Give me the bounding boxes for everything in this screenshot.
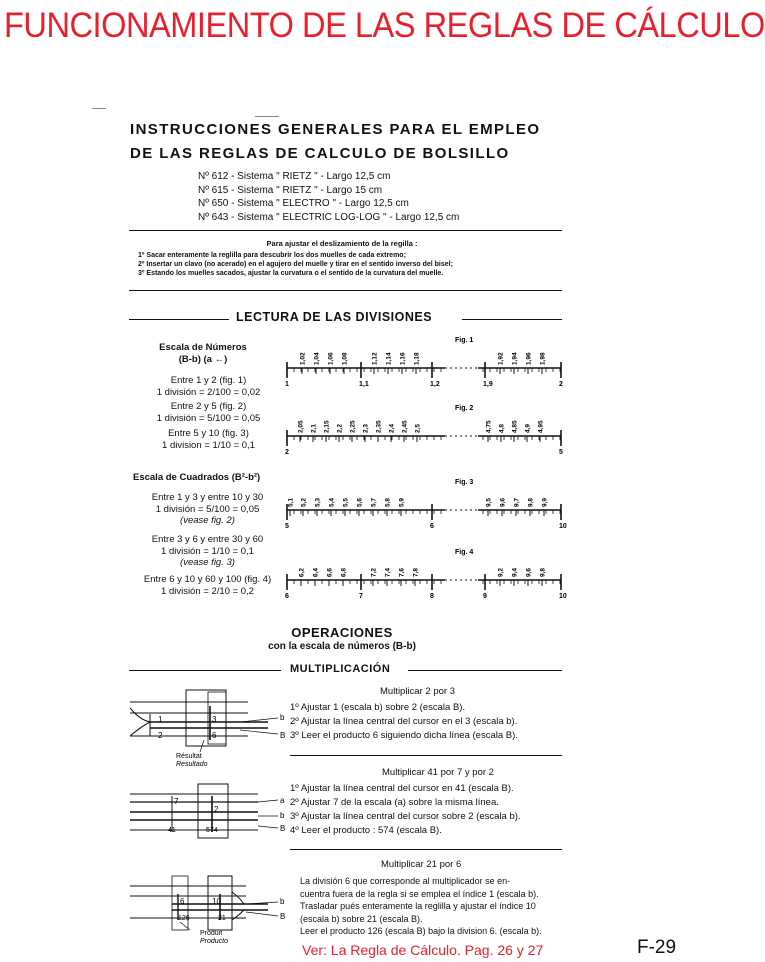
divider — [290, 849, 562, 850]
tick-label: 9,4 — [511, 567, 519, 577]
diagram-label: 7 — [174, 797, 179, 806]
tick-label: 5,6 — [356, 497, 364, 507]
tick-label: 9,2 — [497, 567, 505, 577]
scale-number: 8 — [430, 593, 434, 600]
tick-label: 2,5 — [414, 423, 422, 433]
ex2-step: 2º Ajustar 7 de la escala (a) sobre la misma línea. — [290, 797, 499, 808]
scale-number: 1,9 — [483, 381, 493, 388]
ex2-steps — [290, 782, 521, 838]
tick-label: 5,9 — [398, 497, 406, 507]
scale-number: 1,1 — [359, 381, 369, 388]
tick-label: 9,6 — [499, 497, 507, 507]
slide-rule-diagram-3 — [128, 872, 288, 944]
ex3-title: Multiplicar 21 por 6 — [381, 859, 462, 870]
figure-label: Fig. 3 — [455, 479, 474, 486]
tick-label: 2,1 — [310, 423, 318, 433]
diagram-label: 126 — [178, 915, 190, 922]
tick-label: 1,06 — [327, 352, 335, 365]
scale-number: 2 — [285, 449, 289, 456]
diagram-label: 2 — [214, 805, 219, 814]
tick-label: 4,85 — [511, 420, 519, 433]
tick-label: 2,25 — [349, 420, 357, 433]
numeros-range-1: Entre 1 y 2 (fig. 1) 1 división = 2/100 = 0,02 — [156, 375, 261, 398]
tick-label: 1,12 — [371, 352, 379, 365]
diagram-label: 6 — [212, 731, 217, 740]
diagram-label: a — [280, 796, 285, 805]
diagram-label: 10 — [212, 897, 221, 906]
diagram-caption: Resultado — [176, 761, 208, 768]
slide-rule-diagram-2 — [128, 782, 288, 842]
ex1-steps — [290, 701, 518, 743]
adjust-step: 2º Insertar un clavo (no acerado) en el agujero del muelle y tirar en el sentido inverso del bisel; — [138, 261, 453, 268]
tick-label: 1,92 — [497, 352, 505, 365]
diagram-label: 6 — [180, 897, 185, 906]
figure-label: Fig. 1 — [455, 337, 474, 344]
tick-label: 1,98 — [539, 352, 547, 365]
ex1-step: 3º Leer el producto 6 siguiendo dicha línea (escala B). — [290, 730, 518, 741]
model-item: Nº 612 - Sistema " RIETZ " - Largo 12,5 cm — [198, 171, 391, 182]
tick-label: 6,4 — [312, 567, 320, 577]
ex2-step: 3º Ajustar la línea central del cursor sobre 2 (escala b). — [290, 811, 521, 822]
diagram-label: 574 — [206, 827, 218, 834]
scale-number: 2 — [559, 381, 563, 388]
tick-label: 5,3 — [314, 497, 322, 507]
title-line-1: INSTRUCCIONES GENERALES PARA EL EMPLEO — [130, 121, 541, 138]
slide-rule-diagram-1 — [128, 688, 288, 768]
ex1-title: Multiplicar 2 por 3 — [380, 686, 455, 697]
diagram-caption: Résultat — [176, 753, 202, 760]
tick-label: 5,8 — [384, 497, 392, 507]
tick-label: 9,9 — [541, 497, 549, 507]
tick-label: 2,35 — [375, 420, 383, 433]
tick-label: 9,6 — [525, 567, 533, 577]
tick-label: 5,4 — [328, 497, 336, 507]
tick-label: 1,08 — [341, 352, 349, 365]
figure-label: Fig. 4 — [455, 549, 474, 556]
cuadrados-range-2: Entre 3 y 6 y entre 30 y 60 1 división = 1/10 = 0,1 (vease fig. 3) — [151, 534, 264, 568]
tick-label: 9,8 — [539, 567, 547, 577]
diagram-label: 1 — [158, 715, 163, 724]
tick-label: 2,2 — [336, 423, 344, 433]
tick-label: 4,75 — [485, 420, 493, 433]
tick-label: 1,14 — [385, 352, 393, 365]
adjust-heading: Para ajustar el deslizamiento de la regilla : — [266, 239, 418, 248]
scale-number: 1 — [285, 381, 289, 388]
tick-label: 7,4 — [384, 567, 392, 577]
cuadrados-range-3: Entre 6 y 10 y 60 y 100 (fig. 4) 1 división = 2/10 = 0,2 — [143, 574, 272, 597]
tick-label: 9,8 — [527, 497, 535, 507]
tick-label: 2,15 — [323, 420, 331, 433]
tick-label: 2,3 — [362, 423, 370, 433]
scale-number: 6 — [430, 523, 434, 530]
diagram-label: B — [280, 731, 286, 740]
tick-label: 1,02 — [299, 352, 307, 365]
model-item: Nº 615 - Sistema " RIETZ " - Largo 15 cm — [198, 184, 383, 196]
ex2-step: 1º Ajustar la línea central del cursor en 41 (escala B). — [290, 783, 514, 794]
scale-number: 7 — [359, 593, 363, 600]
tick-label: 2,4 — [388, 423, 396, 433]
ex1-step: 2º Ajustar la línea central del cursor en el 3 (escala b). — [290, 716, 518, 727]
diagram-label: 41 — [168, 827, 176, 834]
tick-label: 1,16 — [399, 352, 407, 365]
multiplicacion-heading: MULTIPLICACIÓN — [290, 663, 391, 675]
diagram-label: 21 — [218, 915, 226, 922]
numeros-range-3: Entre 5 y 10 (fig. 3) 1 division = 1/10 = 0,1 — [162, 428, 255, 451]
ex2-title: Multiplicar 41 por 7 y por 2 — [382, 767, 494, 778]
adjust-step: 3º Estando los muelles sacados, ajustar la curvatura o el sentido de la curvatura del muelle. — [138, 270, 444, 277]
operaciones-title: OPERACIONES — [291, 625, 393, 640]
diagram-label: B — [280, 912, 286, 921]
tick-label: 7,2 — [370, 567, 378, 577]
numeros-range-2: Entre 2 y 5 (fig. 2) 1 división = 5/100 = 0,05 — [156, 401, 261, 424]
tick-label: 7,6 — [398, 567, 406, 577]
scale-number: 10 — [559, 593, 567, 600]
tick-label: 1,04 — [313, 352, 321, 365]
tick-label: 9,5 — [485, 497, 493, 507]
lectura-heading: LECTURA DE LAS DIVISIONES — [236, 310, 433, 324]
scale-number: 5 — [559, 449, 563, 456]
title-line-2: DE LAS REGLAS DE CALCULO DE BOLSILLO — [130, 145, 510, 162]
tick-label: 2,05 — [297, 420, 305, 433]
ex2-step: 4º Leer el producto : 574 (escala B). — [290, 825, 442, 836]
heading-rule-left — [129, 670, 281, 671]
page-code: F-29 — [637, 937, 677, 958]
reference-link[interactable]: Ver: La Regla de Cálculo. Pag. 26 y 27 — [302, 942, 544, 958]
tick-label: 4,8 — [498, 423, 506, 433]
tick-label: 9,7 — [513, 497, 521, 507]
divider — [290, 755, 562, 756]
scale-number: 6 — [285, 593, 289, 600]
diagram-label: b — [280, 811, 285, 820]
tick-label: 5,7 — [370, 497, 378, 507]
tick-label: 6,6 — [326, 567, 334, 577]
page-banner-title: FUNCIONAMIENTO DE LAS REGLAS DE CÁLCULO — [4, 6, 765, 45]
tick-label: 6,2 — [298, 567, 306, 577]
ex1-step: 1º Ajustar 1 (escala b) sobre 2 (escala B). — [290, 702, 466, 713]
tick-label: 7,8 — [412, 567, 420, 577]
scale-number: 10 — [559, 523, 567, 530]
tick-label: 1,18 — [413, 352, 421, 365]
scale-number: 9 — [483, 593, 487, 600]
diagram-caption: Producto — [200, 938, 229, 945]
tick-label: 5,5 — [342, 497, 350, 507]
tick-label: 1,94 — [511, 352, 519, 365]
cuadrados-range-1: Entre 1 y 3 y entre 10 y 30 1 división = 5/100 = 0,05 (vease fig. 2) — [151, 492, 264, 526]
diagram-caption: Produit — [200, 930, 223, 937]
adjust-step: 1º Sacar enteramente la reglilla para descubrir los dos muelles de cada extremo; — [138, 252, 406, 259]
heading-rule-right — [408, 670, 562, 671]
figure-label: Fig. 2 — [455, 405, 474, 412]
tick-label: 6,8 — [340, 567, 348, 577]
diagram-label: 3 — [212, 715, 217, 724]
diagram-label: B — [280, 824, 286, 833]
operaciones-subtitle: con la escala de números (B-b) — [268, 641, 416, 652]
tick-label: 4,95 — [537, 420, 545, 433]
numeros-scale-title: Escala de Números (B-b) (a ←) — [159, 342, 247, 365]
tick-label: 2,45 — [401, 420, 409, 433]
diagram-label: 2 — [158, 731, 163, 740]
tick-label: 1,96 — [525, 352, 533, 365]
tick-label: 5,1 — [287, 497, 295, 507]
cuadrados-scale-title: Escala de Cuadrados (B²-b²) — [133, 472, 261, 483]
model-item: Nº 643 - Sistema " ELECTRIC LOG-LOG " - Largo 12,5 cm — [198, 211, 460, 223]
diagram-label: b — [280, 897, 285, 906]
ex3-text: La división 6 que corresponde al multiplicador se en- cuentra fuera de la regla si se emplea el índice 1 (escala b). Trasladar pués enteramente la reglilla y ajustar el índice 10 (escala b) sobre 21 (escala B). Leer el producto 126 (escala B) bajo la division 6. (escala b). — [300, 876, 542, 937]
scale-number: 5 — [285, 523, 289, 530]
tick-label: 5,2 — [300, 497, 308, 507]
scale-number: 1,2 — [430, 381, 440, 388]
diagram-label: b — [280, 713, 285, 722]
tick-label: 4,9 — [524, 423, 532, 433]
model-item: Nº 650 - Sistema " ELECTRO " - Largo 12,5 cm — [198, 198, 409, 209]
